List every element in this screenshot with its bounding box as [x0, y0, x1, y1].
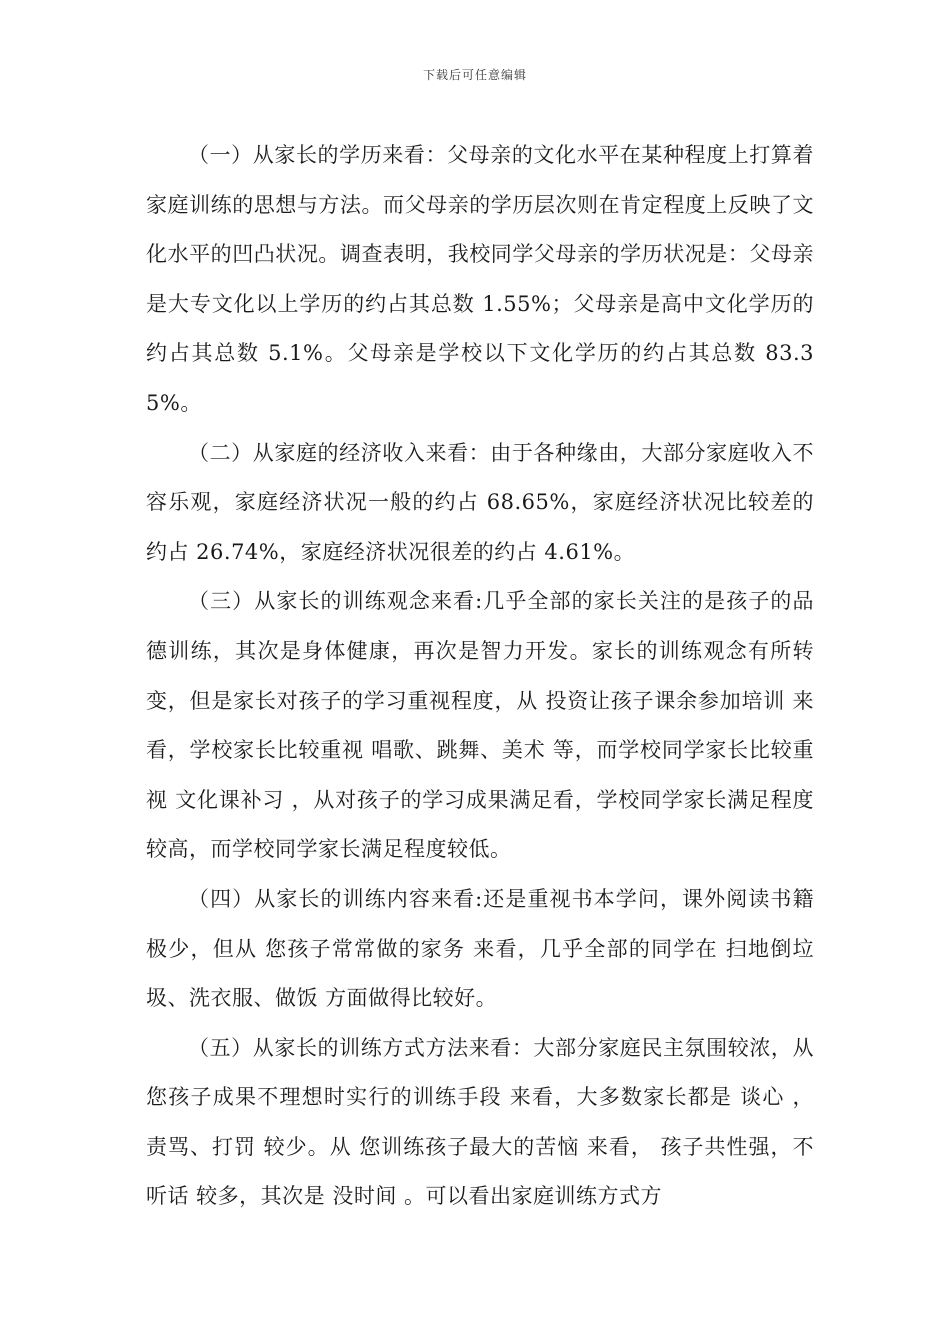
paragraph-economic-income: （二）从家庭的经济收入来看：由于各种缘由，大部分家庭收入不容乐观，家庭经济状况一般的约占 68.65%，家庭经济状况比较差的约占 26.74%，家庭经济状况很差的约占 4.61%。 [146, 440, 814, 564]
paragraph-training-methods: （五）从家长的训练方式方法来看：大部分家庭民主氛围较浓，从 您孩子成果不理想时实行的训练手段 来看，大多数家长都是 谈心 ， 责骂、打罚 较少。从 您训练孩子最大的苦恼 来看， 孩子共性强，不听话 较多，其次是 没时间 。可以看出家庭训练方式方 [146, 1035, 814, 1209]
paragraph-training-concept: （三）从家长的训练观念来看:几乎全部的家长关注的是孩子的品德训练，其次是身体健康，再次是智力开发。家长的训练观念有所转变，但是家长对孩子的学习重视程度，从 投资让孩子课余参加培训 来看，学校家长比较重视 唱歌、跳舞、美术 等，而学校同学家长比较重视 文化课补习 ，从对孩子的学习成果满足看，学校同学家长满足程度较高，而学校同学家长满足程度较低。 [146, 589, 814, 862]
paragraph-education-level: （一）从家长的学历来看：父母亲的文化水平在某种程度上打算着家庭训练的思想与方法。而父母亲的学历层次则在肯定程度上反映了文化水平的凹凸状况。调查表明，我校同学父母亲的学历状况是：父母亲是大专文化以上学历的约占其总数 1.55%；父母亲是高中文化学历的约占其总数 5.1%。父母亲是学校以下文化学历的约占其总数 83.35%。 [146, 143, 814, 415]
page-header: 下载后可任意编辑 [422, 68, 527, 82]
document-body [146, 131, 814, 1222]
paragraph-training-content: （四）从家长的训练内容来看:还是重视书本学问，课外阅读书籍极少，但从 您孩子常常做的家务 来看，几乎全部的同学在 扫地倒垃圾、洗衣服、做饭 方面做得比较好。 [146, 886, 814, 1011]
